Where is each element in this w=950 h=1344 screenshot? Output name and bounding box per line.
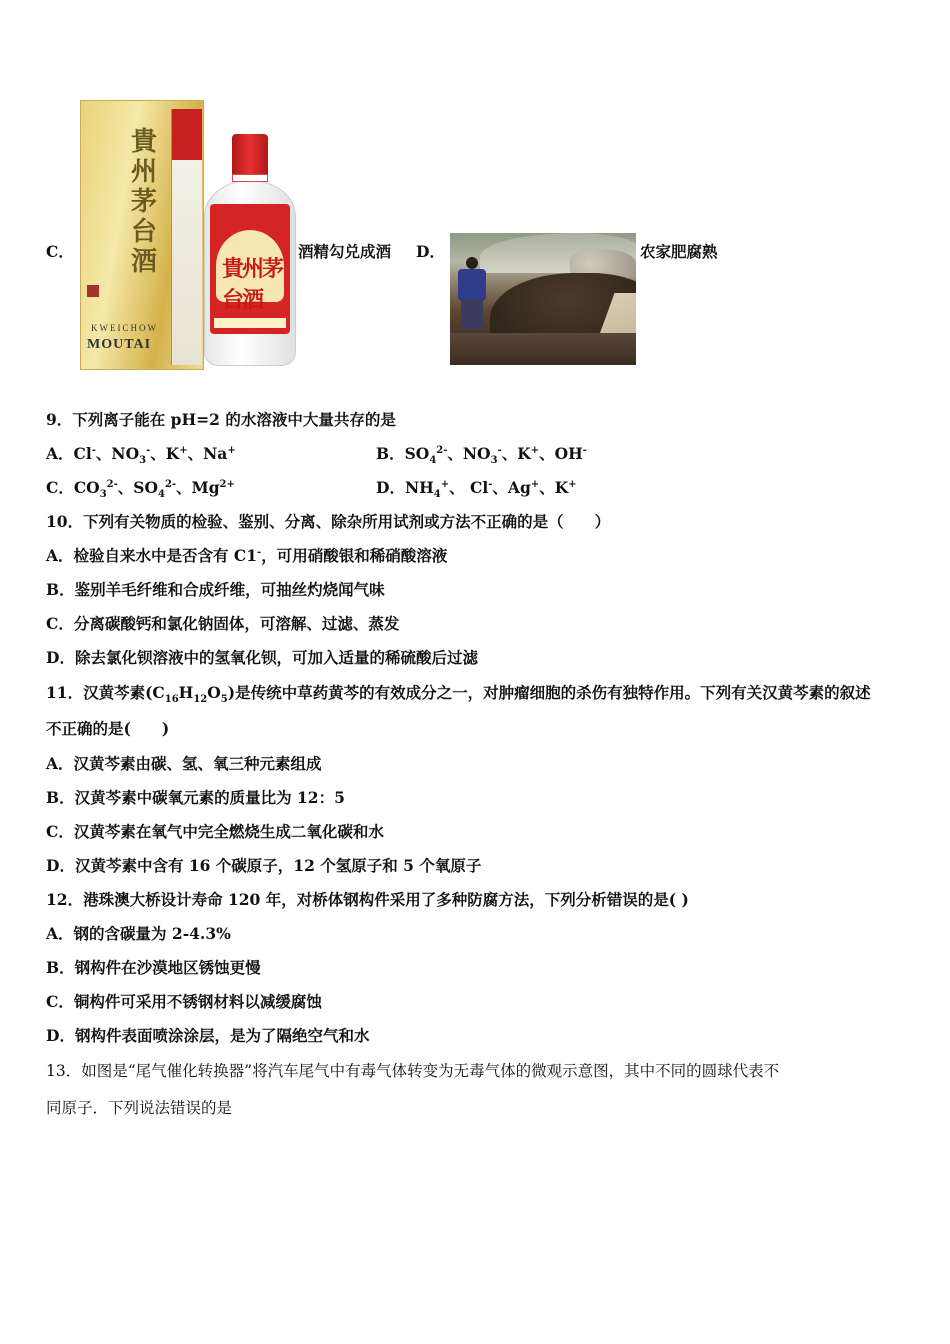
option-d-text: 农家肥腐熟	[640, 242, 718, 261]
bottle-label-text: 貴州茅台酒	[222, 256, 283, 313]
q9-option-d: D．$NH_4^+$、 Cl-、Ag+、K+	[376, 478, 577, 501]
box-brand-line-2: MOUTAI	[87, 337, 152, 352]
q12-stem: 12．港珠澳大桥设计寿命 120 年，对桥体钢构件采用了多种防腐方法，下列分析错误的是( )	[46, 890, 689, 909]
q12-option-a: A．钢的含碳量为 2-4.3%	[46, 924, 231, 943]
q10-option-d: D．除去氯化钡溶液中的氢氧化钡，可加入适量的稀硫酸后过滤	[46, 648, 478, 667]
option-c-text: 酒精勾兑成酒	[298, 242, 392, 261]
q11-option-d: D．汉黄芩素中含有 16 个碳原子，12 个氢原子和 5 个氧原子	[46, 856, 482, 875]
q12-option-d: D．钢构件表面喷涂涂层，是为了隔绝空气和水	[46, 1026, 370, 1045]
q9-option-a: A．Cl-、$NO_3^-$、K+、Na+	[46, 444, 236, 467]
liquor-gift-box	[80, 100, 204, 370]
q10-option-c: C．分离碳酸钙和氯化钠固体，可溶解、过滤、蒸发	[46, 614, 400, 633]
q11-option-b: B．汉黄芩素中碳氧元素的质量比为 12：5	[46, 788, 345, 807]
q13-stem-line1: 13．如图是“尾气催化转换器”将汽车尾气中有毒气体转变为无毒气体的微观示意图，其中不同的圆球代表不	[46, 1062, 780, 1080]
q13-stem-line2: 同原子．下列说法错误的是	[46, 1099, 233, 1117]
q10-option-b: B．鉴别羊毛纤维和合成纤维，可抽丝灼烧闻气味	[46, 580, 385, 599]
q10-option-a: A．检验自来水中是否含有 C1-，可用硝酸银和稀硝酸溶液	[46, 546, 448, 565]
red-seal-icon	[87, 285, 99, 297]
ground	[450, 333, 636, 365]
q11-option-a: A．汉黄芩素由碳、氢、氧三种元素组成	[46, 754, 322, 773]
bottle-label-strip	[214, 318, 286, 328]
q11-stem-line2: 不正确的是( )	[46, 719, 170, 738]
q9-row-2	[46, 478, 577, 501]
q12-option-b: B．钢构件在沙漠地区锈蚀更慢	[46, 958, 261, 977]
q11-stem: 11．汉黄芩素$(C_{16}H_{12}O_5)$是传统中草药黄芩的有效成分之一，对肿瘤细胞的杀伤有独特作用。下列有关汉黄芩素的叙述	[46, 683, 871, 706]
liquor-bottle	[204, 134, 296, 370]
q9-stem: 9．下列离子能在 pH=2 的水溶液中大量共存的是	[46, 410, 396, 429]
option-d-label: D．	[416, 242, 445, 261]
farmer-head	[466, 257, 478, 269]
option-c-label: C．	[46, 242, 74, 261]
compost-heap-image	[450, 233, 636, 365]
q11-option-c: C．汉黄芩素在氧气中完全燃烧生成二氧化碳和水	[46, 822, 384, 841]
q9-option-b: B．$SO_4^{2-}$、$NO_3^-$、K+、OH-	[376, 444, 587, 467]
q12-option-c: C．铜构件可采用不锈钢材料以减缓腐蚀	[46, 992, 322, 1011]
box-side-panel	[171, 109, 202, 365]
farmer-legs	[461, 299, 483, 329]
q10-stem: 10．下列有关物质的检验、鉴别、分离、除杂所用试剂或方法不正确的是（ ）	[46, 512, 611, 531]
q9-row-1	[46, 444, 587, 467]
bottle-cap-band	[232, 174, 268, 182]
q9-option-c: C．$CO_3^{2-}$、$SO_4^{2-}$、$Mg^{2+}$	[46, 478, 235, 501]
moutai-liquor-image	[80, 100, 300, 372]
box-calligraphy: 貴州茅台酒	[131, 127, 158, 277]
farmer-body	[458, 269, 486, 301]
box-brand-line-1: KWEICHOW	[91, 323, 158, 333]
